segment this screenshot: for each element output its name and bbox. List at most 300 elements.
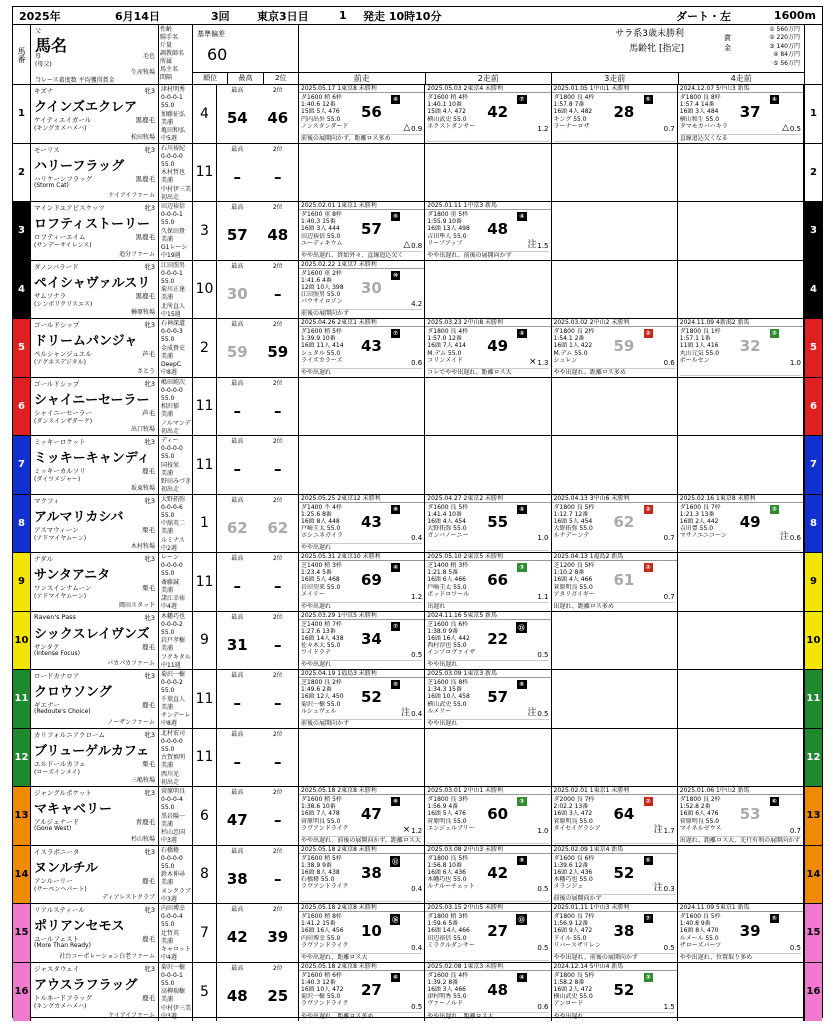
jockey-line: 中村伊三美 bbox=[161, 185, 192, 193]
col-dam-label: 母 bbox=[35, 53, 42, 60]
jockey-line: 大野拓弥 bbox=[161, 495, 186, 503]
column-header bbox=[13, 25, 822, 85]
jockey-line: 美浦 bbox=[161, 586, 174, 594]
race-time: 1:54.1 2番 bbox=[553, 335, 585, 343]
race-jockey: 田辺裕信 55.0 bbox=[301, 232, 341, 240]
race-date-label: 2025.02.01 1東京1 未勝利 bbox=[299, 202, 424, 210]
race-date-label: 2025.02.16 1東京8 未勝利 bbox=[678, 495, 803, 503]
race-jockey: 菅原明良 55.0 bbox=[427, 817, 467, 825]
breeder-name: 木村牧場 bbox=[130, 543, 155, 550]
jockey-line: 亀田和弘 bbox=[161, 127, 186, 135]
race-time: 1:34.3 15番 bbox=[427, 686, 462, 694]
past-race-empty bbox=[552, 729, 678, 787]
jockey-line: 斎藤誠 bbox=[161, 578, 180, 586]
rank-value: 3 bbox=[193, 202, 217, 260]
race-winner: コリンメイド bbox=[427, 356, 463, 364]
best-index: 30 bbox=[226, 284, 248, 303]
race-field: 16頭 3人 484 bbox=[679, 108, 719, 116]
horse-number: 1 bbox=[13, 85, 31, 143]
race-figure: 48 bbox=[487, 220, 509, 238]
race-odds: 1.3 bbox=[537, 358, 549, 367]
race-course: ダ1800 良 7枠 bbox=[553, 913, 595, 920]
race-symbol: × bbox=[402, 824, 411, 835]
race-course: ダ1800 良 2枠 bbox=[553, 328, 595, 335]
sire-name: ジャングルポケット bbox=[34, 789, 92, 797]
race-field: 16頭 16人 456 bbox=[301, 927, 344, 935]
past-race bbox=[552, 85, 678, 143]
sex-age: 牝3 bbox=[144, 672, 155, 680]
race-symbol: × bbox=[528, 356, 537, 367]
race-date-label: 2025.03.23 2中山8 未勝利 bbox=[425, 319, 550, 327]
race-time: 1:56.8 10番 bbox=[427, 861, 462, 869]
dam-name: ペルシャンジュエル bbox=[34, 350, 92, 358]
race-course: 芝1800 良 2枠 bbox=[301, 679, 342, 686]
race-figure: 39 bbox=[739, 922, 761, 940]
jockey-line: 中3週 bbox=[161, 895, 177, 903]
race-winner: ラヴアンドライク bbox=[301, 941, 349, 949]
finish-place: ⑤ bbox=[645, 96, 651, 103]
race-course: 芝1200 良 5枠 bbox=[553, 562, 595, 569]
race-winner: ポッドロワール bbox=[427, 590, 470, 598]
race-jockey: 菅原明良 55.0 bbox=[679, 817, 720, 825]
race-course: ダ1800 良 1枠 bbox=[679, 328, 721, 335]
past-label: 前走 bbox=[299, 73, 426, 84]
race-winner: エンジェルブリー bbox=[427, 824, 475, 832]
race-course: ダ1600 良 7枠 bbox=[679, 503, 721, 511]
race-note bbox=[427, 843, 548, 844]
race-figure: 66 bbox=[487, 571, 509, 589]
jockey-line: 加藤征弘 bbox=[161, 110, 186, 118]
jockey-line: 初出走 bbox=[161, 427, 180, 435]
race-odds: 0.5 bbox=[663, 943, 675, 952]
horse-number-right: 1 bbox=[804, 85, 822, 143]
horse-row bbox=[13, 144, 822, 203]
race-course: ダ1800 良 8枠 bbox=[679, 94, 721, 101]
horse-name: ヌンルチル bbox=[34, 860, 99, 876]
past-race-empty bbox=[678, 261, 804, 319]
jockey-line: 55.0 bbox=[161, 219, 175, 227]
race-time: 1:38.6 10番 bbox=[301, 803, 336, 811]
prize-item: ④ 84万円 bbox=[773, 51, 800, 59]
finish-place: ⑥ bbox=[771, 798, 777, 805]
dam-name: ギエナー bbox=[34, 701, 60, 709]
race-course: 芝1400 稍 3枠 bbox=[301, 562, 342, 569]
jockey-line: 中5週 bbox=[161, 135, 177, 143]
index-values bbox=[217, 553, 299, 611]
second-index: – bbox=[274, 460, 282, 479]
race-odds: 1.2 bbox=[411, 592, 423, 601]
finish-place: ⑤ bbox=[771, 915, 777, 922]
race-figure: 37 bbox=[739, 103, 761, 121]
horse-name: ペイシャヴァルスリ bbox=[34, 275, 151, 291]
race-course: ダ1800 良 5枠 bbox=[553, 971, 595, 979]
race-winner: ルナデーンテ bbox=[553, 532, 590, 540]
best-index: 57 bbox=[226, 226, 248, 245]
jockey-line: 中4週 bbox=[161, 603, 177, 611]
race-figure: 43 bbox=[361, 512, 382, 531]
jockey-line: 美浦 bbox=[161, 703, 174, 711]
horse-number-right: 9 bbox=[804, 553, 822, 611]
race-odds: 0.5 bbox=[537, 709, 549, 718]
jockey-line: 中2週 bbox=[161, 544, 177, 552]
past-race bbox=[299, 787, 425, 845]
horse-row bbox=[13, 319, 822, 378]
race-jockey: 木幡巧也 55.0 bbox=[427, 876, 467, 884]
race-date-label: 2025.04.13 1福島2 新馬 bbox=[552, 553, 677, 561]
horse-info bbox=[31, 495, 159, 553]
race-course: ダ1600 良 4枠 bbox=[427, 971, 469, 979]
finish-place: ⑯ bbox=[390, 914, 400, 925]
jockey-line: 美浦 bbox=[161, 937, 174, 945]
race-time: 1:40.8 9番 bbox=[679, 920, 711, 928]
race-figure: 61 bbox=[613, 571, 635, 589]
race-course: ダ1800 良 4枠 bbox=[427, 328, 469, 335]
coat-color: 鹿毛 bbox=[142, 876, 155, 885]
col-jock-line: 馬主名 bbox=[160, 66, 179, 73]
jockey-info bbox=[159, 963, 193, 1022]
best-index: – bbox=[233, 752, 241, 771]
second-index: 48 bbox=[267, 226, 289, 245]
distance: 1600m bbox=[773, 9, 816, 22]
horse-info bbox=[31, 904, 159, 962]
race-date-label: 2025.01.11 1中山3 未勝利 bbox=[552, 904, 677, 912]
past-race bbox=[678, 319, 804, 377]
horse-number: 9 bbox=[13, 553, 31, 611]
best-index: 59 bbox=[226, 343, 248, 362]
jockey-line: 55.0 bbox=[161, 628, 175, 636]
race-time: 1:12.7 12番 bbox=[553, 510, 589, 518]
jockey-line: 55.0 bbox=[161, 687, 175, 695]
second-label: 2位 bbox=[272, 438, 283, 445]
jockey-line: 嶋田純次 bbox=[161, 378, 186, 386]
jockey-line: ルミナス bbox=[161, 536, 185, 544]
horse-name: ハリーフラッグ bbox=[34, 158, 125, 174]
horse-name: ロフティストーリー bbox=[34, 217, 150, 232]
jockey-line: 0-0-0-2 bbox=[161, 620, 183, 628]
coat-color: 鹿毛 bbox=[142, 993, 155, 1002]
race-note: やや出遅れ bbox=[427, 660, 548, 668]
col-jock-line: 騎手名 bbox=[160, 34, 179, 41]
col-jock-line: 性齢 bbox=[160, 26, 173, 33]
finish-place: ④ bbox=[519, 213, 525, 220]
race-course: ダ1800 重 5枠 bbox=[427, 211, 469, 218]
past-race bbox=[678, 787, 804, 845]
rank-value: 10 bbox=[193, 261, 217, 319]
race-time: 1:39.2 8番 bbox=[427, 978, 459, 986]
race-figure: 10 bbox=[361, 922, 382, 940]
jockey-line: 55.0 bbox=[161, 336, 175, 344]
past-race-empty bbox=[678, 436, 804, 494]
race-note: 前後の展開向かず bbox=[301, 719, 422, 727]
race-course: ダ1600 稍 8枠 bbox=[301, 913, 342, 920]
index-values bbox=[217, 436, 299, 494]
past-race bbox=[425, 612, 551, 670]
sex-age: 牝3 bbox=[144, 87, 155, 95]
race-field: 16頭 13人 498 bbox=[427, 225, 470, 233]
horse-info bbox=[31, 144, 159, 202]
jockey-line: 鈴木伸尋 bbox=[161, 871, 186, 879]
race-field: 16頭 5人 476 bbox=[427, 810, 466, 818]
race-figure: 57 bbox=[361, 220, 382, 238]
race-winner: ルシュヴェル bbox=[301, 707, 337, 715]
horse-name: マキャベリー bbox=[34, 802, 113, 817]
jockey-line: 55.0 bbox=[161, 921, 175, 929]
race-odds: 0.5 bbox=[537, 943, 549, 952]
horse-row bbox=[13, 378, 822, 437]
race-odds: 0.6 bbox=[789, 534, 801, 542]
damsire-name: (Storm Cat) bbox=[34, 181, 69, 189]
race-date-label: 2025.02.09 1東京4 新馬 bbox=[552, 846, 677, 854]
second-index: – bbox=[274, 752, 282, 771]
jockey-line: 0-0-0-3 bbox=[161, 328, 183, 336]
race-winner: ルメリー bbox=[427, 707, 452, 715]
jockey-info bbox=[159, 787, 193, 845]
horse-info bbox=[31, 436, 159, 494]
col-ban: 馬番 bbox=[13, 25, 31, 84]
race-figure: 27 bbox=[361, 980, 382, 999]
rank-value: 4 bbox=[193, 85, 217, 143]
horse-number: 11 bbox=[13, 670, 31, 728]
past-race bbox=[425, 85, 551, 143]
horse-name: クインズエクレア bbox=[34, 100, 137, 115]
race-odds: 1.1 bbox=[537, 592, 549, 601]
coat-color: 鹿毛 bbox=[142, 701, 155, 709]
race-odds: 0.4 bbox=[411, 943, 423, 952]
race-course: ダ1800 良 3枠 bbox=[427, 796, 469, 803]
finish-place: ⑤ bbox=[393, 213, 399, 220]
race-odds: 0.6 bbox=[537, 1003, 549, 1011]
finish-place: ④ bbox=[519, 330, 525, 337]
race-note: 前後の展開向かず、距離ロス多め bbox=[301, 134, 422, 142]
jockey-line: 0-0-0-4 bbox=[161, 913, 183, 921]
horse-number-right: 15 bbox=[804, 904, 822, 962]
race-note: やや出遅れ、位置取り多め bbox=[680, 953, 801, 961]
finish-place: ③ bbox=[519, 798, 525, 805]
second-index: 25 bbox=[267, 987, 289, 1006]
past-race bbox=[678, 904, 804, 962]
best-index: 42 bbox=[226, 928, 248, 947]
past-race-empty bbox=[678, 378, 804, 436]
jockey-line: 中8週 bbox=[161, 720, 177, 728]
breeder-name: 坂東牧場 bbox=[130, 484, 155, 492]
dam-name: アスマウィーン bbox=[34, 525, 79, 534]
race-note bbox=[554, 550, 675, 551]
race-date: 6月14日 bbox=[115, 9, 160, 23]
sex-age: 牝3 bbox=[144, 613, 155, 622]
horse-number-right: 6 bbox=[804, 378, 822, 436]
race-odds: 0.4 bbox=[411, 709, 423, 718]
race-time: 1:41.2 15番 bbox=[301, 920, 336, 928]
sex-age: 牝3 bbox=[144, 262, 155, 271]
jockey-line: 木村哲也 bbox=[161, 169, 186, 177]
damsire-name: (Redoute's Choice) bbox=[34, 708, 91, 715]
race-symbol: 注 bbox=[653, 883, 663, 893]
best-index: – bbox=[233, 401, 241, 420]
horse-info bbox=[31, 729, 159, 787]
race-field: 16頭 12人 450 bbox=[301, 693, 344, 701]
jockey-line: 久保田貴 bbox=[161, 227, 186, 235]
horse-row bbox=[13, 553, 822, 612]
race-field: 16頭 6人 466 bbox=[427, 576, 466, 584]
race-time: 1:59.6 5番 bbox=[427, 920, 459, 928]
breeder-name: ノーザンファーム bbox=[107, 718, 155, 726]
race-figure: 48 bbox=[487, 980, 509, 999]
race-symbol: 注 bbox=[779, 532, 789, 542]
index-value: 60 bbox=[207, 45, 228, 64]
coat-color: 黒鹿毛 bbox=[135, 116, 155, 124]
race-note: やや出遅れ bbox=[554, 1012, 675, 1020]
breeder-name: ケイアイファーム bbox=[108, 1012, 155, 1019]
race-jockey: 横山武史 55.0 bbox=[427, 115, 467, 123]
second-label: 2位 bbox=[272, 964, 283, 972]
horse-number-right: 10 bbox=[804, 612, 822, 670]
horse-name: アルマリカシバ bbox=[34, 509, 124, 525]
race-date-label: 2025.05.10 2東京5 未勝利 bbox=[425, 553, 550, 561]
col-jock-line: 調教師名 bbox=[160, 50, 185, 57]
race-note bbox=[680, 550, 801, 551]
horse-number-right: 12 bbox=[804, 729, 822, 787]
jockey-line: 杉山忠国 bbox=[161, 829, 186, 837]
jockey-line: 中11週 bbox=[161, 661, 181, 669]
horse-row bbox=[13, 612, 822, 671]
sire-name: マクフィ bbox=[34, 496, 60, 505]
past-race bbox=[425, 670, 551, 728]
race-course: ダ1600 稍 6枠 bbox=[301, 971, 342, 979]
dam-name: ロフティーエイム bbox=[34, 233, 86, 241]
race-note bbox=[680, 375, 801, 376]
index-values bbox=[217, 612, 299, 670]
second-label: 2位 bbox=[272, 262, 283, 270]
horse-number: 8 bbox=[13, 495, 31, 553]
jockey-line: 中4週 bbox=[161, 954, 177, 962]
race-jockey: ドイル 55.0 bbox=[553, 934, 587, 942]
prize-item: ③ 140万円 bbox=[769, 42, 800, 50]
col-stats-label: 当レース着度数 平均獲得賞金 bbox=[35, 77, 115, 84]
best-index: – bbox=[233, 577, 241, 596]
breeder-name: 榊原牧場 bbox=[130, 309, 155, 316]
sire-name: ゴールドシップ bbox=[34, 379, 80, 388]
sex-age: 牝3 bbox=[144, 438, 155, 446]
prize-item: ① 560万円 bbox=[769, 26, 800, 33]
horse-number: 6 bbox=[13, 378, 31, 436]
race-field: 11頭 1人 416 bbox=[679, 342, 719, 350]
race-winner: ヴァーノルド bbox=[427, 1000, 463, 1008]
best-label: 最高 bbox=[231, 145, 244, 153]
prize-label: 賞金 bbox=[724, 34, 731, 52]
race-date-label: 2024.11.16 5東京5 新馬 bbox=[425, 612, 550, 620]
horse-row bbox=[13, 963, 822, 1022]
damsire-name: (ローズインメイ) bbox=[34, 768, 80, 776]
race-figure: 38 bbox=[613, 922, 635, 940]
race-field: 16頭 14人 466 bbox=[427, 927, 470, 935]
damsire-name: (ダンスインザダーク) bbox=[34, 417, 93, 425]
race-time: 1:57.8 7番 bbox=[553, 101, 585, 109]
race-time: 1:23.4 5番 bbox=[301, 569, 332, 577]
col-jock-line: 間隔 bbox=[160, 74, 173, 81]
past-race bbox=[299, 670, 425, 728]
race-time: 1:25.6 8番 bbox=[301, 510, 332, 518]
breeder-name: さとう bbox=[136, 367, 155, 375]
race-course: ダ1400 不 4枠 bbox=[301, 503, 342, 511]
race-note: やや出遅れ、前後の展開向かず bbox=[427, 251, 548, 259]
second-index: 59 bbox=[267, 343, 289, 362]
race-odds: 0.5 bbox=[789, 124, 801, 133]
coat-color: 鹿毛 bbox=[142, 935, 155, 943]
jockey-line: 55.0 bbox=[161, 745, 175, 753]
race-field: 16頭 2人 442 bbox=[679, 517, 719, 525]
past-race-empty bbox=[678, 846, 804, 904]
race-note bbox=[427, 901, 548, 902]
horse-info bbox=[31, 261, 159, 319]
race-winner: ライズカラーズ bbox=[301, 356, 343, 364]
race-date-label: 2025.02.01 1東京1 未勝利 bbox=[552, 787, 677, 795]
race-jockey: 石橋脩 55.0 bbox=[301, 876, 335, 884]
race-symbol: 注 bbox=[527, 239, 537, 250]
race-figure: 27 bbox=[487, 922, 509, 940]
race-header bbox=[13, 7, 822, 25]
race-field: 16頭 2人 472 bbox=[553, 985, 593, 993]
jockey-line: 石神深道 bbox=[161, 320, 186, 327]
race-jockey: 吉田隼人 55.0 bbox=[427, 232, 467, 240]
col-past bbox=[299, 25, 804, 84]
race-date-label: 2025.05.18 2東京8 未勝利 bbox=[299, 963, 424, 971]
race-date-label: 2025.01.05 1中山1 未勝利 bbox=[552, 85, 677, 93]
jockey-line: フクキタル bbox=[161, 653, 191, 661]
finish-place: ⑥ bbox=[393, 973, 399, 981]
dam-name: ハリケーンフラッグ bbox=[34, 174, 93, 183]
horse-number: 7 bbox=[13, 436, 31, 494]
prize-list bbox=[769, 26, 800, 68]
horse-number-right: 3 bbox=[804, 202, 822, 260]
sire-name: ミッキーロケット bbox=[34, 438, 86, 446]
jockey-line: 55.0 bbox=[161, 862, 175, 870]
sex-age: 牝3 bbox=[144, 847, 155, 856]
race-time: 1:40.6 12番 bbox=[301, 101, 336, 109]
past-race-empty bbox=[552, 202, 678, 260]
coat-color: 栗毛 bbox=[142, 525, 155, 534]
horse-info bbox=[31, 612, 159, 670]
index-values bbox=[217, 787, 299, 845]
col-damsire-label: (母父) bbox=[35, 61, 52, 68]
finish-place: ⑦ bbox=[393, 622, 399, 630]
race-odds: 0.3 bbox=[663, 885, 675, 893]
jockey-line: 美浦 bbox=[161, 294, 174, 302]
race-jockey: 円内出外 55.0 bbox=[301, 115, 341, 123]
second-label: 2位 bbox=[272, 87, 283, 94]
prize-item: ② 220万円 bbox=[769, 34, 800, 42]
index-values bbox=[217, 319, 299, 377]
course-type: ダート・左 bbox=[676, 9, 731, 23]
finish-place: ④ bbox=[393, 564, 399, 571]
race-figure: 38 bbox=[361, 863, 382, 882]
race-jockey: 吉田豊 55.0 bbox=[679, 525, 714, 533]
race-note: 前後の展開向かず bbox=[301, 309, 422, 317]
jockey-line: ディー bbox=[161, 437, 179, 444]
race-jockey: 丸山元気 55.0 bbox=[679, 349, 720, 357]
past-race bbox=[552, 904, 678, 962]
damsire-name: (サンデーサイレンス) bbox=[34, 242, 92, 249]
race-figure: 49 bbox=[487, 337, 509, 355]
damsire-name: (Gone West) bbox=[34, 825, 72, 832]
horse-info bbox=[31, 670, 159, 728]
jockey-line: 辻哲英 bbox=[161, 929, 180, 937]
race-note: やや出遅れ bbox=[301, 368, 422, 376]
horse-number-right: 2 bbox=[804, 144, 822, 202]
race-time: 1:49.6 2番 bbox=[301, 686, 332, 694]
race-odds: 1.5 bbox=[537, 241, 549, 250]
col-jock-line: 斤量 bbox=[160, 42, 173, 49]
horse-number: 12 bbox=[13, 729, 31, 787]
